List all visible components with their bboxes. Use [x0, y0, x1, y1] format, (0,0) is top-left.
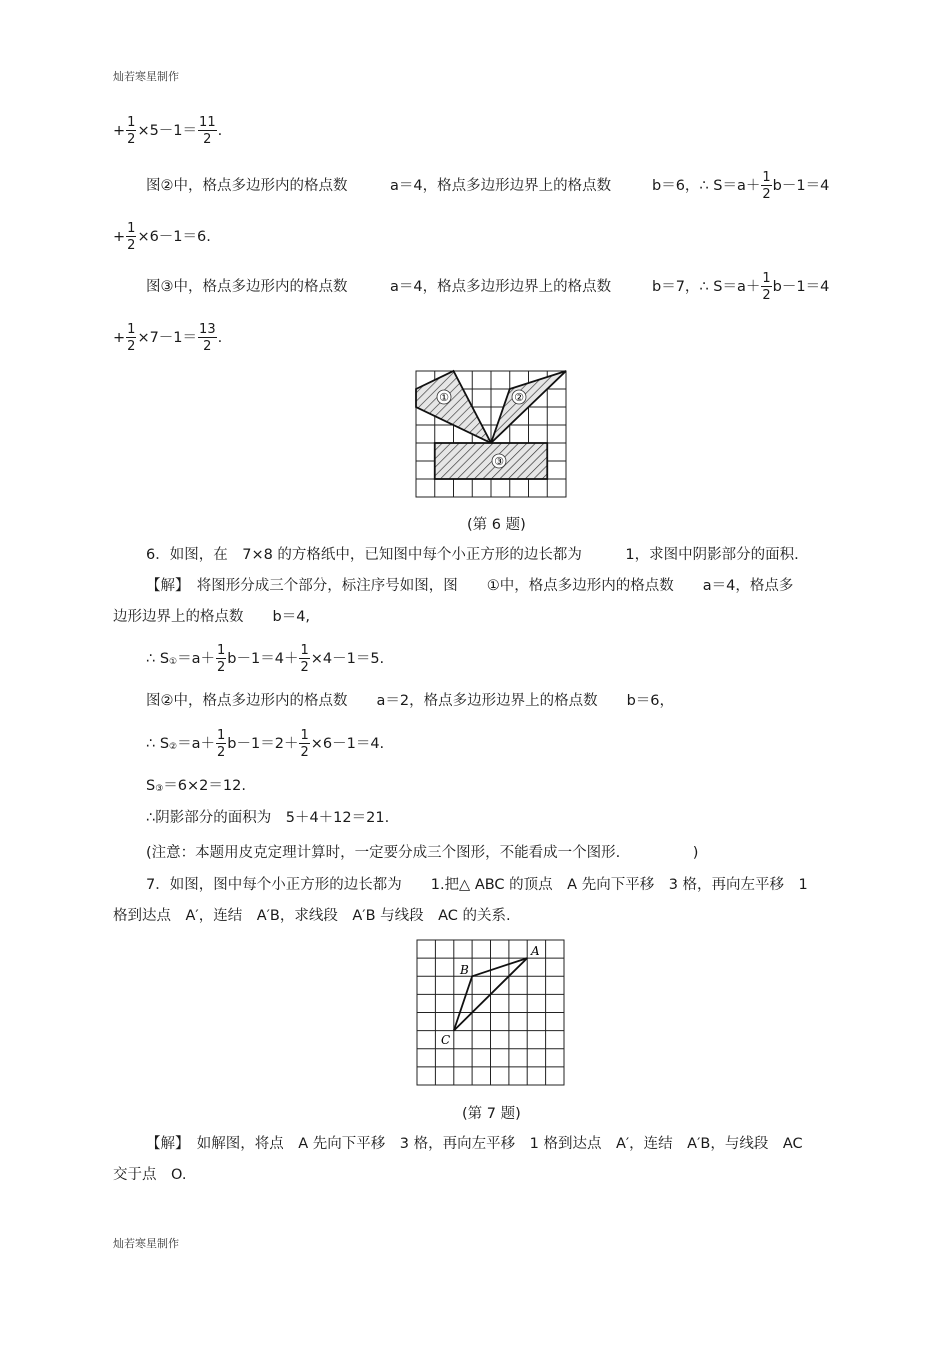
q6-solution-2: 边形边界上的格点数 b＝4,	[113, 609, 311, 625]
fraction: $\frac{1}{2}$	[127, 221, 136, 253]
fraction: $\frac{1}{2}$	[127, 115, 136, 147]
q6-s3: S③＝6×2＝12.	[146, 778, 246, 794]
line-4: 图③中，格点多边形内的格点数	[146, 279, 348, 295]
plus-sign: +	[113, 123, 126, 139]
point-c-label: C	[441, 1033, 451, 1047]
q6-statement: 6．如图，在 7×8 的方格纸中，已知图中每个小正方形的边长都为 1，求图中阴影部分的面积.	[146, 547, 799, 563]
fraction: $\frac{1}{2}$	[127, 322, 136, 354]
q7-statement-1: 7．如图，图中每个小正方形的边长都为 1.把△ ABC 的顶点 A 先向下平移 3 格，再向左平移 1	[146, 877, 808, 893]
q6-solution-1: 【解】 将图形分成三个部分，标注序号如图，图 ①中，格点多边形内的格点数 a＝4，格点多	[146, 578, 794, 594]
fraction: $\frac{1}{2}$	[300, 643, 309, 675]
fraction: $\frac{1}{2}$	[762, 170, 771, 202]
fraction: $\frac{1}{2}$	[217, 728, 226, 760]
line-3: + $\frac{1}{2}$ ×6－1＝6.	[113, 221, 211, 253]
q6-total: ∴阴影部分的面积为 5＋4＋12＝21.	[146, 810, 390, 826]
expr-text: ×5－1＝	[137, 123, 198, 139]
q7-solution-2: 交于点 O.	[113, 1167, 187, 1183]
q6-note: (注意：本题用皮克定理计算时，一定要分成三个图形，不能看成一个图形. )	[146, 845, 699, 861]
fraction: $\frac{11}{2}$	[199, 115, 216, 147]
fraction: $\frac{1}{2}$	[762, 271, 771, 303]
q6-fig2-line: 图②中，格点多边形内的格点数 a＝2，格点多边形边界上的格点数 b＝6，	[146, 693, 675, 709]
figure-7-grid	[415, 938, 566, 1087]
point-a-label: A	[531, 944, 540, 958]
fraction: $\frac{1}{2}$	[300, 728, 309, 760]
figure-6-grid	[414, 369, 568, 500]
line-5: + $\frac{1}{2}$ ×7－1＝ $\frac{13}{2}$ .	[113, 322, 223, 354]
point-b-label: B	[460, 963, 469, 977]
fraction: $\frac{1}{2}$	[217, 643, 226, 675]
shape-3	[435, 443, 548, 479]
label-3: ③	[494, 455, 504, 468]
fraction: $\frac{13}{2}$	[199, 322, 216, 354]
line-2: 图②中，格点多边形内的格点数	[146, 178, 348, 194]
q7-solution-1: 【解】 如解图，将点 A 先向下平移 3 格，再向左平移 1 格到达点 A′，连结 A′B，与线段 AC	[146, 1136, 803, 1152]
line-1: + $\frac{1}{2}$ ×5－1＝ $\frac{11}{2}$ .	[113, 115, 223, 147]
label-2: ②	[514, 391, 524, 404]
page-footer: 灿若寒星制作	[113, 1237, 179, 1250]
page-header: 灿若寒星制作	[113, 70, 179, 83]
q7-statement-2: 格到达点 A′，连结 A′B，求线段 A′B 与线段 AC 的关系.	[113, 908, 511, 924]
figure-7-caption: (第 7 题)	[462, 1106, 521, 1122]
label-1: ①	[439, 391, 449, 404]
figure-6-caption: (第 6 题)	[467, 517, 526, 533]
q6-s1: ∴ S①＝a＋ $\frac{1}{2}$ b－1＝4＋ $\frac{1}{2}$ ×4－1＝5.	[146, 643, 385, 675]
q6-s2: ∴ S②＝a＋ $\frac{1}{2}$ b－1＝2＋ $\frac{1}{2}$ ×6－1＝4.	[146, 728, 385, 760]
